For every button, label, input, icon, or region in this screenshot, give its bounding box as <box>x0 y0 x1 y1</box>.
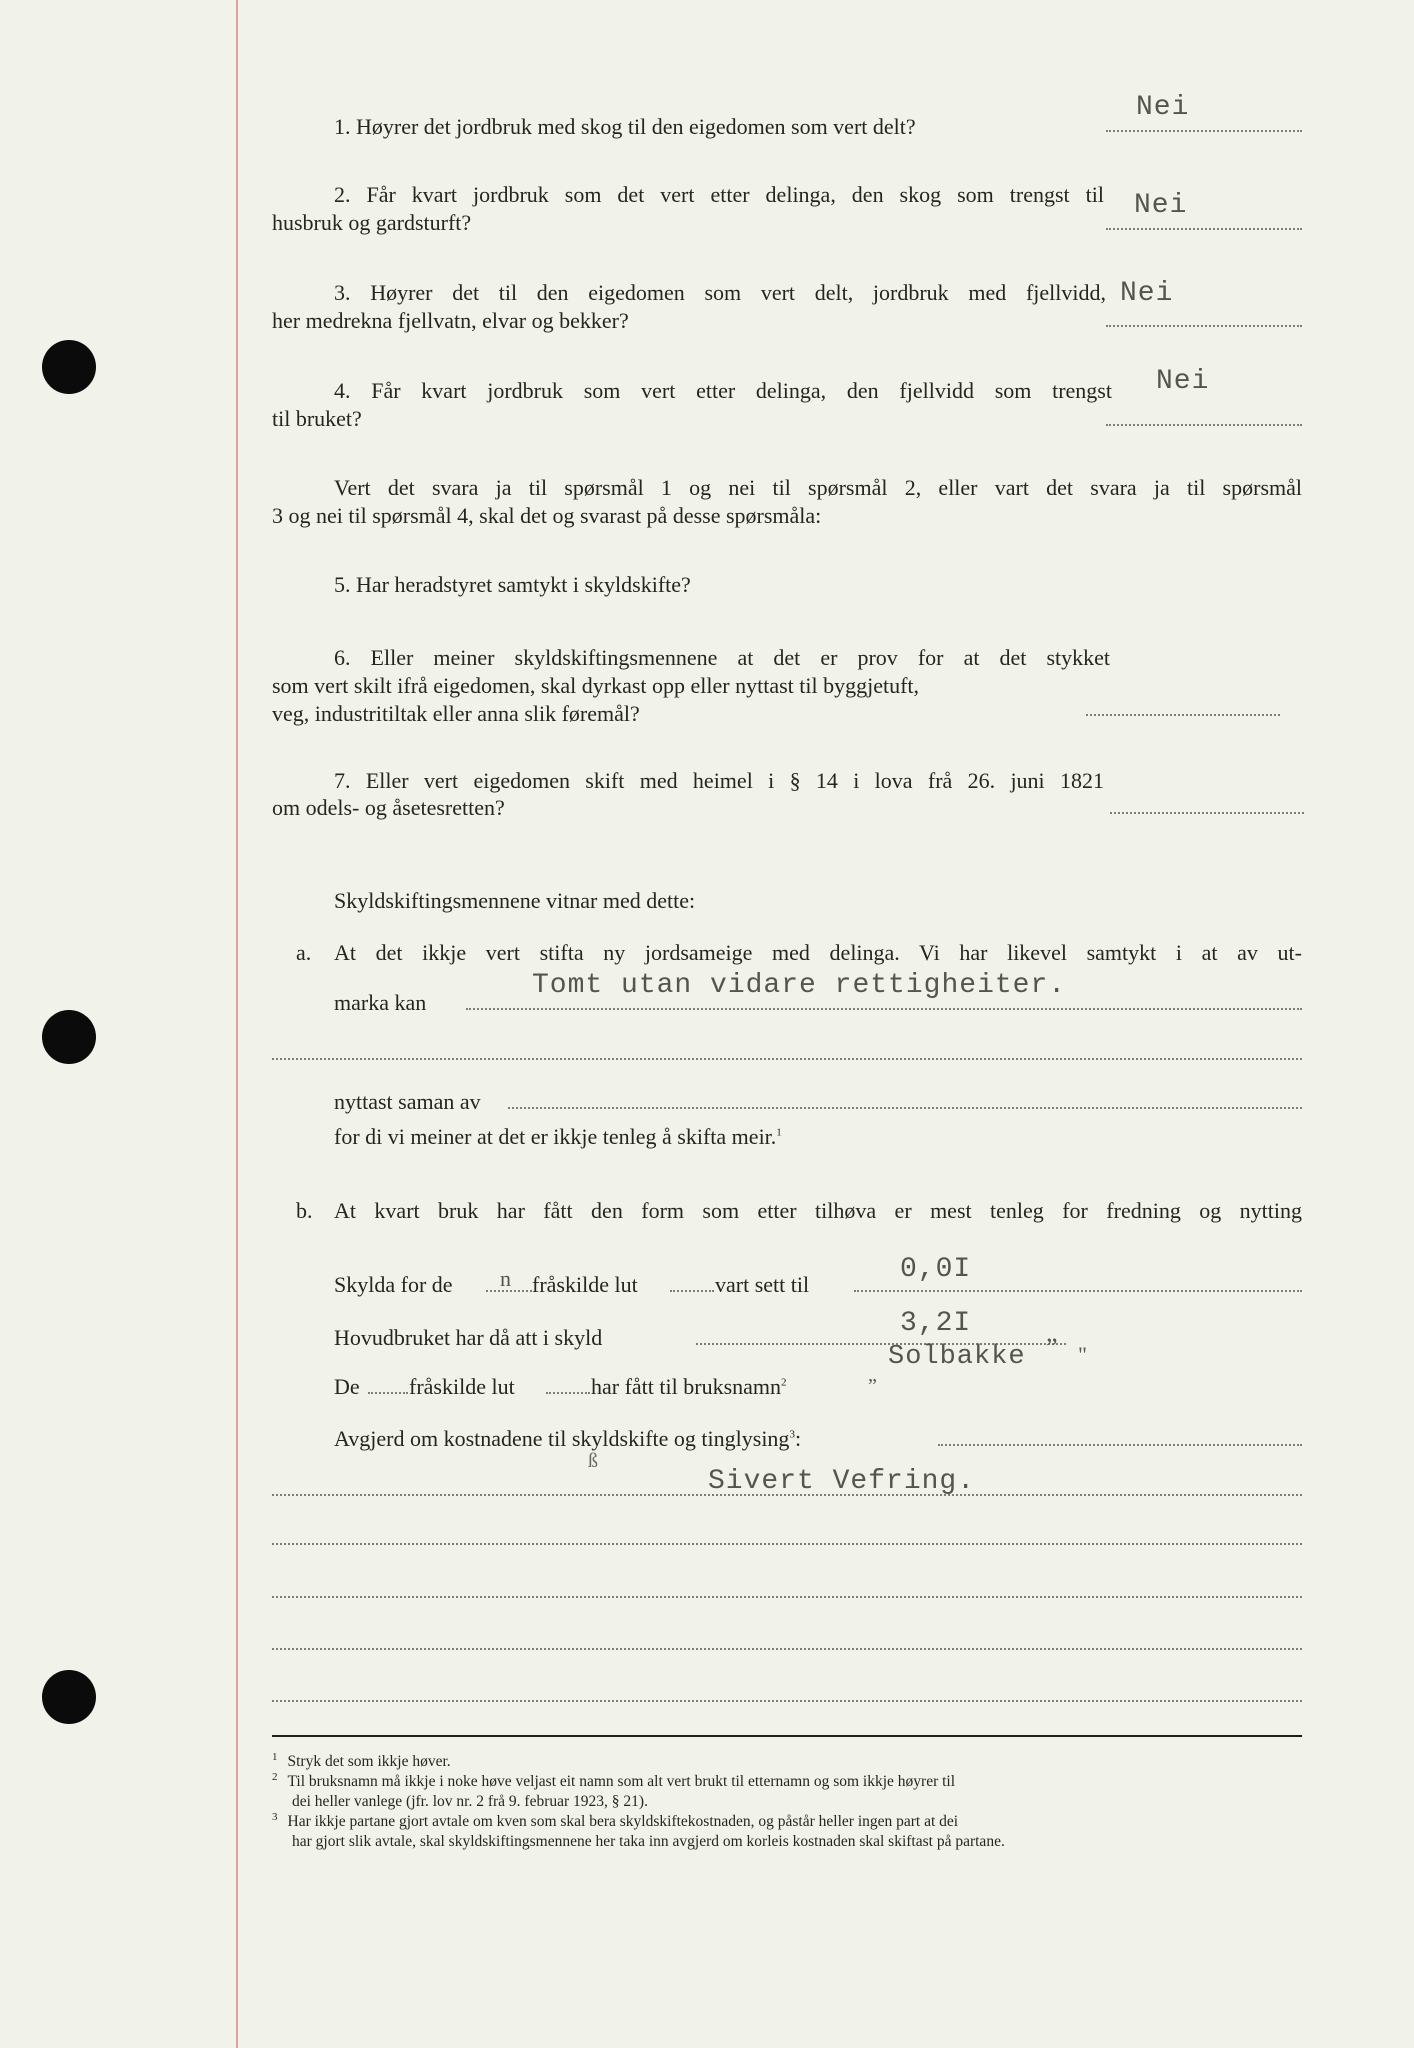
question-6-line-2: som vert skilt ifrå eigedomen, skal dyrkast opp eller nyttast til byggjetuft, <box>272 673 920 698</box>
footnote-ref-1: 1 <box>776 1126 782 1139</box>
section-a-nyttast-line <box>508 1107 1302 1109</box>
avgjerd-label-text: Avgjerd om kostnadene til skyldskifte og tinglysing <box>334 1426 790 1451</box>
question-4-answer-line <box>1106 424 1302 426</box>
section-b-line-1: At kvart bruk har fått den form som etter tilhøva er mest tenleg for fredning og nytting <box>334 1198 1302 1223</box>
skylda-label-2: fråskilde lut <box>532 1272 638 1297</box>
hovudbruket-mark: „ <box>1046 1318 1058 1347</box>
question-4-line-2: til bruket? <box>272 406 362 431</box>
avgjerd-line-3 <box>272 1543 1302 1545</box>
question-3-answer: Nei <box>1120 278 1174 309</box>
question-2-answer: Nei <box>1134 190 1188 221</box>
footnote-ref-3: 3 <box>789 1428 795 1441</box>
section-a-blank-line <box>272 1058 1302 1060</box>
question-3-answer-line <box>1106 325 1302 327</box>
avgjerd-line-5 <box>272 1648 1302 1650</box>
question-1-text: 1. Høyrer det jordbruk med skog til den eigedomen som vert delt? <box>334 114 916 139</box>
section-a-line-2-label: marka kan <box>334 990 427 1015</box>
bruksnamn-suffix-mark: " <box>1078 1342 1087 1367</box>
footnote-3-number: 3 <box>272 1810 278 1823</box>
hovudbruket-value: 3,2I <box>900 1308 972 1339</box>
footnote-3 <box>272 1812 958 1832</box>
footnote-ref-2: 2 <box>781 1376 787 1389</box>
intro-line-1: Vert det svara ja til spørsmål 1 og nei til spørsmål 2, eller vart det svara ja til spørsmål <box>334 475 1302 500</box>
footnote-2-text-1: Til bruksnamn må ikkje i noke høve veljast eit namn som alt vert brukt til etternamn og som ikkje høyrer til <box>287 1773 956 1790</box>
bruksnamn-prefix-mark: „ <box>868 1364 877 1386</box>
avgjerd-line-6 <box>272 1700 1302 1702</box>
question-6-line-1: 6. Eller meiner skyldskiftingsmennene at det er prov for at det stykket <box>334 645 1110 670</box>
question-3-line-2: her medrekna fjellvatn, elvar og bekker? <box>272 308 629 333</box>
bruksnamn-blank-2 <box>546 1392 590 1394</box>
question-2-line-2: husbruk og gardsturft? <box>272 210 472 235</box>
bruksnamn-label-3-text: har fått til bruksnamn <box>591 1374 782 1399</box>
question-6-line-3: veg, industritiltak eller anna slik føremål? <box>272 701 640 726</box>
question-1-answer-line <box>1106 130 1302 132</box>
question-7-line-2: om odels- og åsetesretten? <box>272 795 505 820</box>
skylda-label-1: Skylda for de <box>334 1272 453 1297</box>
section-a-answer-line <box>466 1008 1302 1010</box>
avgjerd-label <box>334 1424 801 1454</box>
question-1-answer: Nei <box>1136 92 1190 123</box>
question-6-answer-line <box>1086 714 1280 716</box>
question-2-answer-line <box>1106 228 1302 230</box>
section-a-marker: a. <box>296 940 312 965</box>
question-7-answer-line <box>1110 812 1304 814</box>
avgjerd-colon: : <box>794 1426 802 1451</box>
question-2-line-1: 2. Får kvart jordbruk som det vert etter delinga, den skog som trengst til <box>334 182 1104 207</box>
footnote-3-text-2: har gjort slik avtale, skal skyldskiftingsmennene her taka inn avgjerd om korleis kostnaden skal skiftast på partane. <box>292 1833 1005 1850</box>
section-a-answer: Tomt utan vidare rettigheiter. <box>532 970 1067 1001</box>
question-7-line-1: 7. Eller vert eigedomen skift med heimel i § 14 i lova frå 26. juni 1821 <box>334 768 1104 793</box>
section-a-line-4-text: for di vi meiner at det er ikkje tenleg å skifta meir. <box>334 1124 777 1149</box>
binder-hole-icon <box>42 1010 96 1064</box>
footnote-3-text-1: Har ikkje partane gjort avtale om kven som skal bera skyldskiftekostnaden, og påstår heller ingen part at dei <box>287 1813 959 1830</box>
footnote-2-number: 2 <box>272 1770 278 1783</box>
footnote-2 <box>272 1772 955 1792</box>
question-4-answer: Nei <box>1156 366 1210 397</box>
skylda-blank-2 <box>670 1290 714 1292</box>
bruksnamn-label-3 <box>591 1372 787 1402</box>
question-4-line-1: 4. Får kvart jordbruk som vert etter delinga, den fjellvidd som trengst <box>334 378 1112 403</box>
bruksnamn-label-1: De <box>334 1374 360 1399</box>
question-3-line-1: 3. Høyrer det til den eigedomen som vert delt, jordbruk med fjellvidd, <box>334 280 1106 305</box>
bruksnamn-label-2: fråskilde lut <box>409 1374 515 1399</box>
red-margin-line <box>236 0 238 2048</box>
intro-line-2: 3 og nei til spørsmål 4, skal det og svarast på desse spørsmåla: <box>272 503 822 528</box>
footnote-1-number: 1 <box>272 1750 278 1763</box>
section-a-line-4 <box>334 1122 782 1152</box>
avgjerd-line-4 <box>272 1596 1302 1598</box>
section-a-line-1: At det ikkje vert stifta ny jordsameige med delinga. Vi har likevel samtykt i at av ut- <box>334 940 1302 965</box>
bruksnamn-blank-1 <box>368 1392 408 1394</box>
binder-hole-icon <box>42 1670 96 1724</box>
witness-heading: Skyldskiftingsmennene vitnar med dette: <box>334 888 696 913</box>
footnote-rule <box>272 1735 1302 1737</box>
skylda-value-line <box>854 1290 1302 1292</box>
footnote-2-text-2: dei heller vanlege (jfr. lov nr. 2 frå 9. februar 1923, § 21). <box>292 1793 648 1810</box>
footnote-1 <box>272 1752 451 1772</box>
avgjerd-line-1 <box>938 1444 1302 1446</box>
skylda-value: 0,0I <box>900 1254 972 1285</box>
section-a-line-3-label: nyttast saman av <box>334 1089 481 1114</box>
avgjerd-answer: Sivert Vefring. <box>708 1466 976 1497</box>
question-5-text: 5. Har heradstyret samtykt i skyldskifte? <box>334 572 691 597</box>
binder-hole-icon <box>42 340 96 394</box>
footnote-1-text: Stryk det som ikkje høver. <box>287 1753 451 1770</box>
avgjerd-stray-mark: ß <box>588 1450 598 1472</box>
bruksnamn-value: Solbakke <box>888 1342 1026 1372</box>
skylda-label-3: vart sett til <box>715 1272 810 1297</box>
skylda-fill-n: n <box>500 1266 511 1291</box>
section-b-marker: b. <box>296 1198 313 1223</box>
hovudbruket-label: Hovudbruket har då att i skyld <box>334 1325 603 1350</box>
